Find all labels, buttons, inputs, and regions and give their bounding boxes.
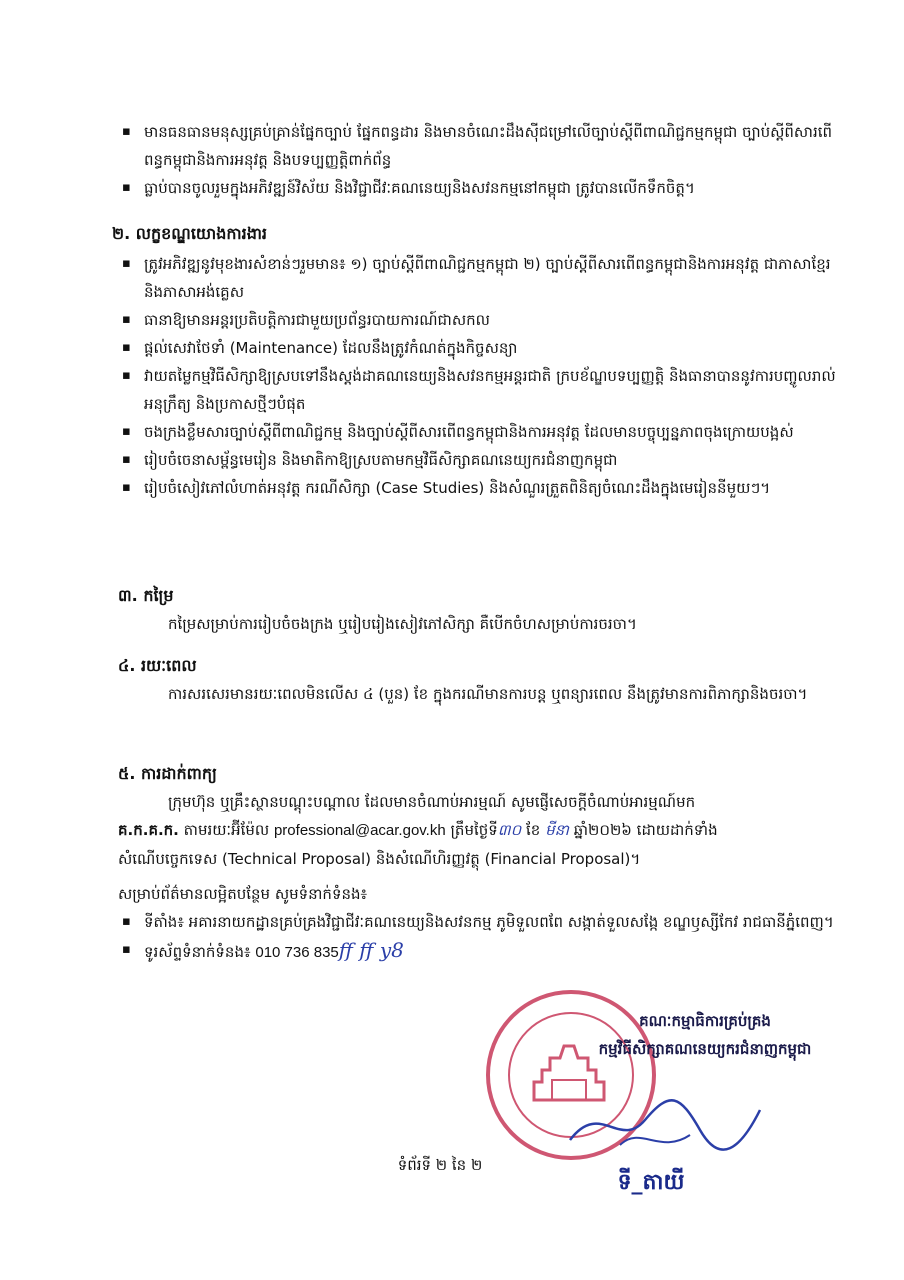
section4-text: ការសរសេរមានរយៈពេលមិនលើស ៤ (បួន) ខែ ក្នុងករណីមានការបន្ត ឬពន្យារពេល នឹងត្រូវមានការពិភាក្សានិងចរចា។ <box>168 685 808 703</box>
deadline-day-handwritten: ៣០ <box>497 821 522 839</box>
phone-label: ទូរស័ព្ទទំនាក់ទំនង៖ <box>144 943 251 961</box>
contact-bullet-list <box>118 908 838 967</box>
section2-bullet-4: ▪ វាយតម្លៃកម្មវិធីសិក្សាឱ្យស្របទៅនឹងស្តង់ដាគណនេយ្យនិងសវនកម្មអន្តរជាតិ ក្របខ័ណ្ឌបទប្បញ្ញត្តិ និងធានាបាននូវការបញ្ចូលរាល់អនុក្រឹត្យ និងប្រកាសថ្មីៗបំផុត <box>118 362 838 418</box>
signer-title-line2: កម្មវិធីសិក្សាគណនេយ្យករជំនាញកម្ពុជា <box>598 1040 812 1058</box>
intro-bullets-block <box>118 118 838 202</box>
section5-line2 <box>118 816 838 845</box>
month-label: ខែ <box>526 821 541 839</box>
phone-handwritten-extension: ff ff y8 <box>338 938 404 962</box>
contact-phone <box>118 936 838 967</box>
intro-bullet-2: ▪ ធ្លាប់បានចូលរួមក្នុងអភិវឌ្ឍន៍វិស័យ និងវិជ្ជាជីវៈគណនេយ្យនិងសវនកម្មនៅកម្ពុជា ត្រូវបានលើកទឹកចិត្ត។ <box>118 174 838 202</box>
deadline-prefix: ត្រឹមថ្ងៃទី <box>450 821 498 839</box>
section2-bullet-list <box>118 250 838 502</box>
section2-bullet-6: ▪ រៀបចំចេនាសម្ព័ន្ធមេរៀន និងមាតិកាឱ្យស្របតាមកម្មវិធីសិក្សាគណនេយ្យករជំនាញកម្ពុជា <box>118 446 838 474</box>
page-number: ទំព័រទី ២ នៃ ២ <box>397 1156 483 1174</box>
acar-abbreviation: គ.ក.គ.ក. <box>118 821 179 839</box>
contact-block <box>118 880 838 967</box>
signer-title-line1: គណៈកម្មាធិការគ្រប់គ្រង <box>639 1012 771 1030</box>
section3-text: កម្រៃសម្រាប់ការរៀបចំចងក្រង ឬរៀបរៀងសៀវភៅសិក្សា គឺបើកចំហសម្រាប់ការចរចា។ <box>168 615 637 633</box>
section-application <box>118 760 838 873</box>
section2-bullet-1: ▪ ត្រូវអភិវឌ្ឍនូវមុខងារសំខាន់ៗរួមមាន៖ ១) ច្បាប់ស្តីពីពាណិជ្ជកម្មកម្ពុជា ២) ច្បាប់ស្តីពីសារពើពន្ធកម្ពុជានិងការអនុវត្ត ជាភាសាខ្មែរ និងភាសាអង់គ្លេស <box>118 250 838 306</box>
section-terms-of-reference <box>112 220 838 502</box>
section2-bullet-2: ▪ ធានាឱ្យមានអន្តរប្រតិបត្តិការជាមួយប្រព័ន្ធរបាយការណ៍ជាសកល <box>118 306 838 334</box>
phone-number[interactable]: 010 736 835 <box>255 944 339 961</box>
signer-name: ទី_តាយី <box>617 1170 685 1195</box>
intro-bullet-1: ▪ មានធនធានមនុស្សគ្រប់គ្រាន់ផ្នែកច្បាប់ ផ្នែកពន្ធដារ និងមានចំណេះដឹងស៊ីជម្រៅលើច្បាប់ស្តីពីពាណិជ្ជកម្មកម្ពុជា ច្បាប់ស្តីពីសារពើពន្ធកម្ពុជានិងការអនុវត្ត និងបទប្បញ្ញត្តិពាក់ព័ន្ធ <box>118 118 838 174</box>
email-link[interactable]: professional@acar.gov.kh <box>273 822 446 839</box>
contact-address: ▪ ទីតាំង៖ អគារនាយកដ្ឋានគ្រប់គ្រងវិជ្ជាជីវៈគណនេយ្យនិងសវនកម្ម ភូមិទួលពពែ សង្កាត់ទួលសង្កែ ខណ្ឌឫស្សីកែវ រាជធានីភ្នំពេញ។ <box>118 908 838 936</box>
via-email-text: តាមរយៈអ៊ីម៉ែល <box>183 821 270 839</box>
contact-heading: សម្រាប់ព័ត៌មានលម្អិតបន្ថែម សូមទំនាក់ទំនង៖ <box>118 885 368 903</box>
section2-bullet-7: ▪ រៀបចំសៀវភៅលំហាត់អនុវត្ត ករណីសិក្សា (Case Studies) និងសំណួរត្រួតពិនិត្យចំណេះដឹងក្នុងមេរៀននីមួយៗ។ <box>118 474 838 502</box>
section2-bullet-3: ▪ ផ្តល់សេវាថែទាំ (Maintenance) ដែលនឹងត្រូវកំណត់ក្នុងកិច្ចសន្យា <box>118 334 838 362</box>
section5-heading: ៥. ការដាក់ពាក្យ <box>118 764 217 783</box>
section2-heading: ២. លក្ខខណ្ឌយោងការងារ <box>112 224 268 243</box>
section2-bullet-5: ▪ ចងក្រងខ្លឹមសារច្បាប់ស្តីពីពាណិជ្ជកម្ម និងច្បាប់ស្តីពីសារពើពន្ធកម្ពុជានិងការអនុវត្ត ដែលមានបច្ចុប្បន្នភាពចុងក្រោយបង្អស់ <box>118 418 838 446</box>
deadline-month-handwritten: មីនា <box>545 821 569 839</box>
section4-heading: ៤. រយៈពេល <box>118 656 197 675</box>
section-fee <box>118 582 838 638</box>
section3-heading: ៣. កម្រៃ <box>118 586 174 605</box>
year-text: ឆ្នាំ២០២៦ ដោយដាក់ទាំង <box>573 821 718 839</box>
signer-title <box>560 1007 850 1063</box>
section5-line3: សំណើបច្ចេកទេស (Technical Proposal) និងសំណើហិរញ្ញវត្ថុ (Financial Proposal)។ <box>118 850 641 868</box>
handwritten-signature <box>560 1090 770 1160</box>
section-duration <box>118 652 838 708</box>
intro-bullet-list <box>118 118 838 202</box>
section5-line1: ក្រុមហ៊ុន ឬគ្រឹះស្ថានបណ្តុះបណ្តាល ដែលមានចំណាប់អារម្មណ៍ សូមផ្ញើសេចក្តីចំណាប់អារម្មណ៍មក <box>168 793 696 811</box>
